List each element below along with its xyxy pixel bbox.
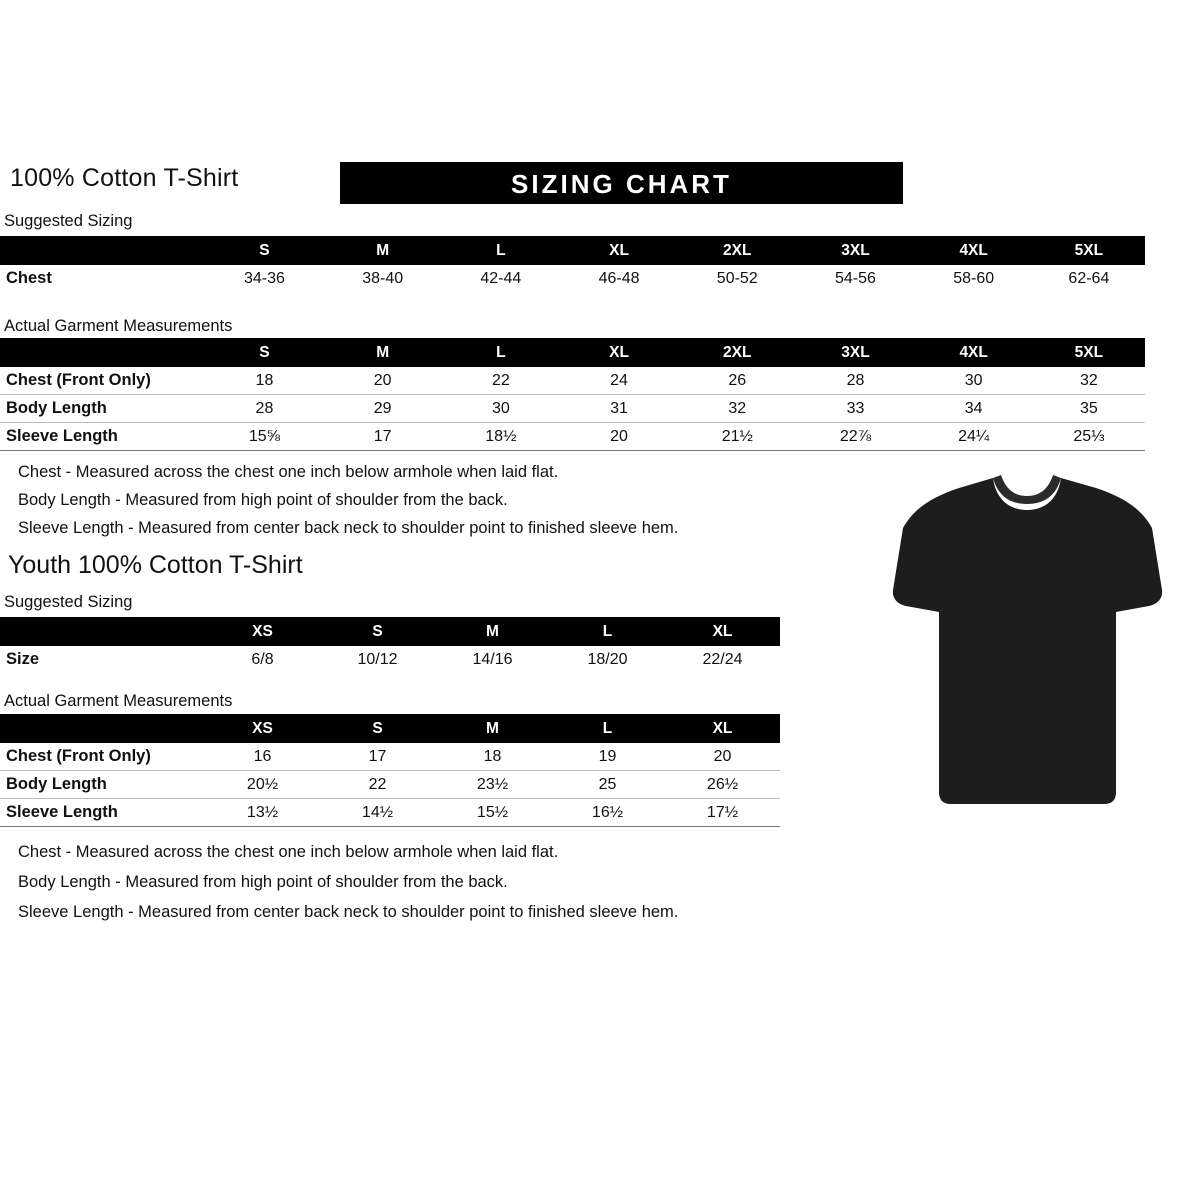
col-header: 5XL	[1033, 338, 1145, 367]
youth-note-chest: Chest - Measured across the chest one inch below armhole when laid flat.	[18, 843, 559, 861]
row-label: Sleeve Length	[0, 423, 205, 451]
col-header: XS	[205, 714, 320, 743]
table-row	[0, 395, 1145, 423]
col-header: 3XL	[796, 236, 914, 265]
col-header: M	[324, 338, 442, 367]
table-row	[0, 743, 780, 771]
col-header: M	[324, 236, 442, 265]
adult-product-title: 100% Cotton T-Shirt	[10, 164, 239, 192]
cell: 17	[324, 423, 442, 451]
cell: 32	[1033, 367, 1145, 395]
row-label: Chest	[6, 269, 52, 287]
col-header: M	[435, 617, 550, 646]
cell: 19	[550, 743, 665, 771]
table-header-row	[0, 236, 1145, 265]
row-label: Sleeve Length	[0, 799, 205, 827]
cell: 17	[320, 743, 435, 771]
cell: 34-36	[243, 269, 285, 287]
youth-actual-measurements-label: Actual Garment Measurements	[4, 692, 233, 710]
col-header: S	[320, 617, 435, 646]
cell: 18	[205, 367, 323, 395]
cell: 16	[205, 743, 320, 771]
table-header-row	[0, 617, 780, 646]
col-header: XL	[665, 617, 780, 646]
cell: 34	[915, 395, 1033, 423]
cell: 42-44	[480, 269, 522, 287]
cell: 26½	[665, 771, 780, 799]
cell: 26	[678, 367, 796, 395]
row-label: Chest (Front Only)	[0, 367, 205, 395]
cell: 30	[915, 367, 1033, 395]
cell: 30	[442, 395, 560, 423]
cell: 28	[205, 395, 323, 423]
cell: 33	[796, 395, 914, 423]
cell: 6/8	[251, 650, 274, 668]
cell: 14½	[320, 799, 435, 827]
cell: 10/12	[357, 650, 398, 668]
col-header: S	[205, 236, 323, 265]
col-header: 2XL	[678, 236, 796, 265]
table-row	[0, 265, 1145, 292]
cell: 21½	[678, 423, 796, 451]
cell: 23½	[435, 771, 550, 799]
youth-suggested-sizing-table	[0, 617, 780, 673]
row-label: Chest (Front Only)	[0, 743, 205, 771]
sizing-chart-banner	[340, 162, 903, 204]
cell: 16½	[550, 799, 665, 827]
cell: 18	[435, 743, 550, 771]
adult-suggested-sizing-label: Suggested Sizing	[4, 212, 133, 230]
col-header: 3XL	[796, 338, 914, 367]
cell: 22	[320, 771, 435, 799]
cell: 17½	[665, 799, 780, 827]
youth-suggested-sizing-label: Suggested Sizing	[4, 593, 133, 611]
cell: 46-48	[598, 269, 640, 287]
table-row	[0, 799, 780, 827]
row-label: Size	[6, 650, 40, 668]
cell: 25	[550, 771, 665, 799]
col-header: S	[320, 714, 435, 743]
col-header: 5XL	[1033, 236, 1145, 265]
col-header	[0, 338, 205, 367]
adult-note-body-length: Body Length - Measured from high point of shoulder from the back.	[18, 491, 508, 509]
cell: 31	[560, 395, 678, 423]
adult-actual-measurements-label: Actual Garment Measurements	[4, 317, 233, 335]
col-header: 2XL	[678, 338, 796, 367]
cell: 22	[442, 367, 560, 395]
table-header-row	[0, 338, 1145, 367]
table-row	[0, 423, 1145, 451]
cell: 14/16	[472, 650, 513, 668]
cell: 54-56	[835, 269, 876, 287]
col-header: L	[550, 714, 665, 743]
table-header-row	[0, 714, 780, 743]
cell: 20	[324, 367, 442, 395]
cell: 24	[560, 367, 678, 395]
cell: 58-60	[953, 269, 995, 287]
cell: 50-52	[716, 269, 758, 287]
col-header: XL	[560, 236, 678, 265]
cell: 20½	[205, 771, 320, 799]
col-header: XL	[665, 714, 780, 743]
table-row	[0, 771, 780, 799]
col-header: 4XL	[915, 338, 1033, 367]
col-header: 4XL	[915, 236, 1033, 265]
youth-product-title: Youth 100% Cotton T-Shirt	[8, 551, 303, 579]
cell: 22⅞	[796, 423, 914, 451]
cell: 18½	[442, 423, 560, 451]
table-row	[0, 646, 780, 673]
youth-note-sleeve-length: Sleeve Length - Measured from center back neck to shoulder point to finished sleeve hem.	[18, 903, 679, 921]
cell: 35	[1033, 395, 1145, 423]
cell: 18/20	[587, 650, 628, 668]
adult-actual-measurements-table	[0, 338, 1145, 451]
col-header: L	[442, 338, 560, 367]
tshirt-icon	[890, 470, 1165, 810]
cell: 20	[665, 743, 780, 771]
youth-actual-measurements-table	[0, 714, 780, 827]
sizing-chart-banner-label: SIZING CHART	[511, 169, 732, 199]
tshirt-product-image	[890, 470, 1165, 810]
cell: 15½	[435, 799, 550, 827]
table-row	[0, 367, 1145, 395]
cell: 13½	[205, 799, 320, 827]
col-header: L	[550, 617, 665, 646]
col-header: XS	[205, 617, 320, 646]
adult-note-sleeve-length: Sleeve Length - Measured from center back neck to shoulder point to finished sleeve hem.	[18, 519, 679, 537]
cell: 22/24	[702, 650, 743, 668]
col-header	[0, 236, 205, 265]
cell: 24¼	[915, 423, 1033, 451]
row-label: Body Length	[0, 771, 205, 799]
col-header: L	[442, 236, 560, 265]
col-header	[0, 617, 205, 646]
cell: 28	[796, 367, 914, 395]
cell: 62-64	[1068, 269, 1110, 287]
youth-note-body-length: Body Length - Measured from high point of shoulder from the back.	[18, 873, 508, 891]
row-label: Body Length	[0, 395, 205, 423]
col-header: XL	[560, 338, 678, 367]
col-header: M	[435, 714, 550, 743]
adult-suggested-sizing-table	[0, 236, 1145, 292]
cell: 29	[324, 395, 442, 423]
cell: 25⅓	[1033, 423, 1145, 451]
cell: 20	[560, 423, 678, 451]
col-header	[0, 714, 205, 743]
cell: 32	[678, 395, 796, 423]
cell: 15⅝	[205, 423, 323, 451]
col-header: S	[205, 338, 323, 367]
cell: 38-40	[362, 269, 404, 287]
adult-note-chest: Chest - Measured across the chest one inch below armhole when laid flat.	[18, 463, 559, 481]
